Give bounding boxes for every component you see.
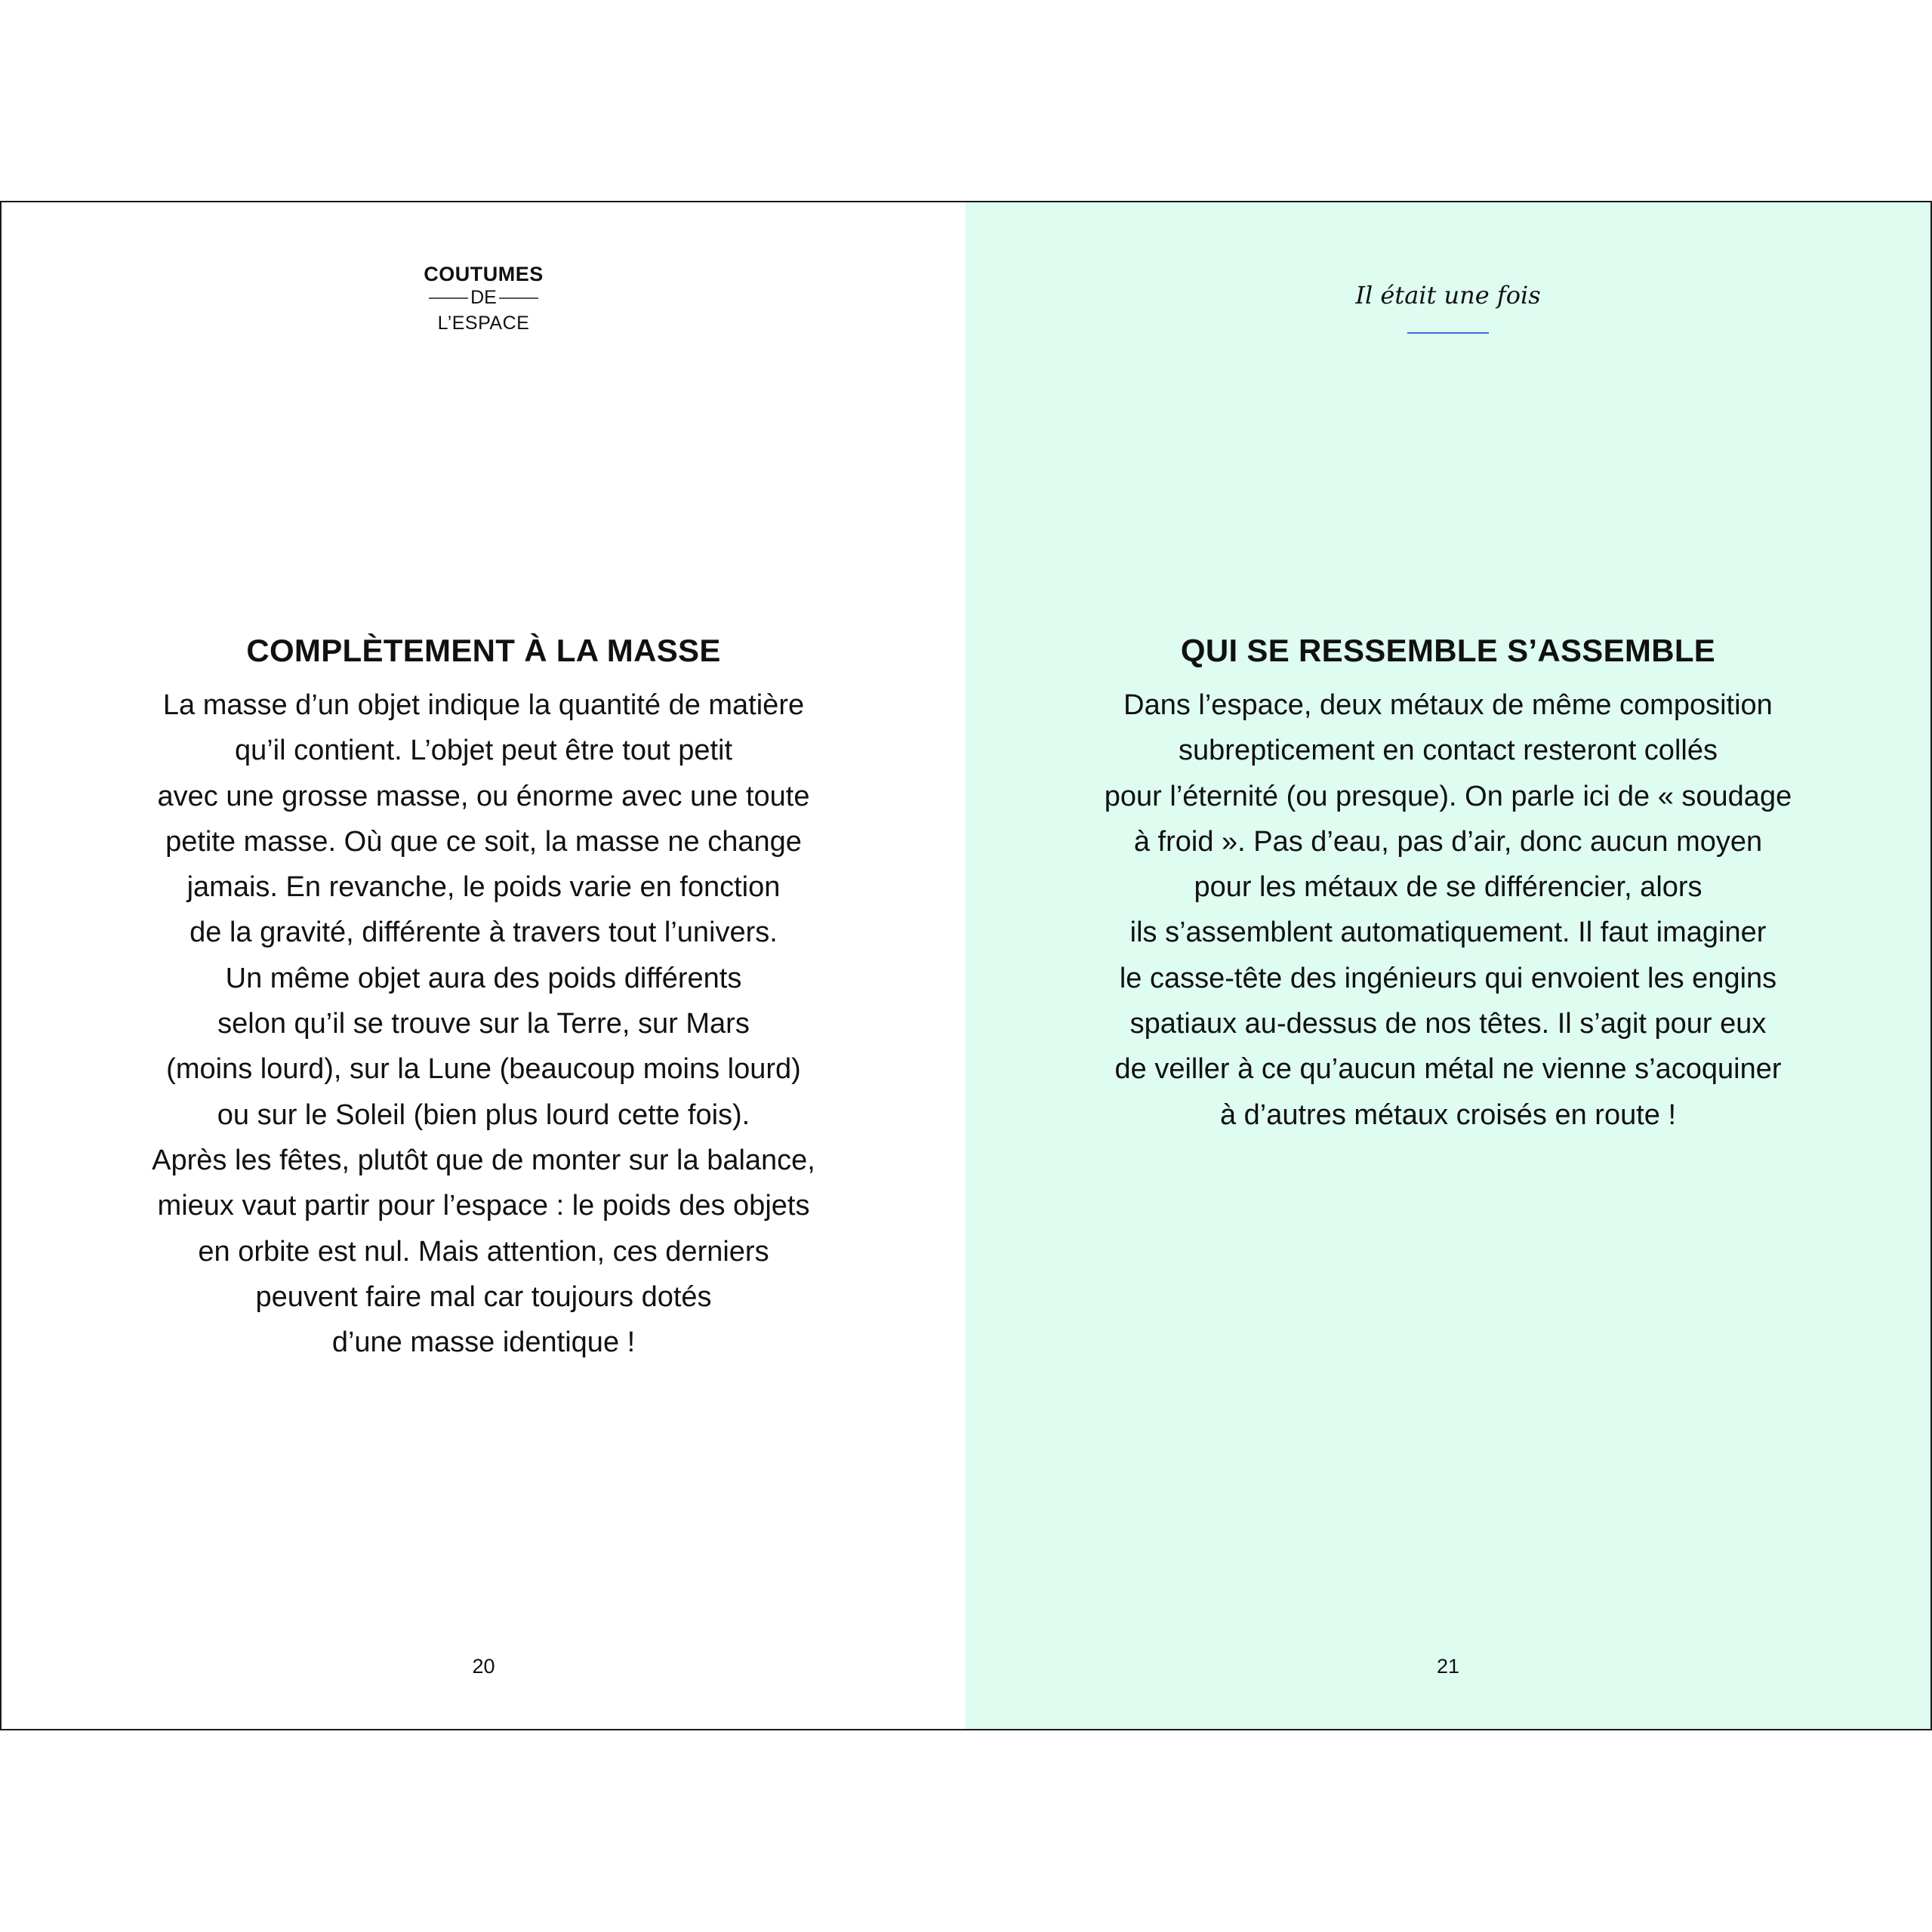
section-header-rule [1407,332,1489,334]
body-line: pour l’éternité (ou presque). On parle ici de « soudage [1104,780,1792,812]
page-number-right: 21 [1436,1655,1460,1678]
body-line: le casse-tête des ingénieurs qui envoient les engins [1119,962,1777,994]
left-article-title: COMPLÈTEMENT À LA MASSE [246,633,721,668]
body-line: petite masse. Où que ce soit, la masse ne change [165,825,802,858]
body-line: de veiller à ce qu’aucun métal ne vienne s’acoquiner [1114,1053,1782,1086]
right-article [966,628,1930,1138]
body-line: selon qu’il se trouve sur la Terre, sur Mars [217,1008,750,1040]
body-line: d’une masse identique ! [331,1327,636,1359]
left-article [2,628,966,1365]
page-number-left: 20 [472,1655,495,1678]
body-line: Dans l’espace, deux métaux de même composition [1123,689,1773,721]
series-logo [2,263,966,335]
body-line: en orbite est nul. Mais attention, ces derniers [198,1235,769,1268]
series-logo-line2: DE [470,287,497,308]
body-line: à d’autres métaux croisés en route ! [1219,1098,1677,1131]
left-article-body [2,683,966,1365]
body-line: jamais. En revanche, le poids varie en fonction [186,871,781,904]
body-line: subrepticement en contact resteront collés [1179,735,1718,767]
right-article-title: QUI SE RESSEMBLE S’ASSEMBLE [1180,633,1716,668]
body-line: de la gravité, différente à travers tout l’univers. [190,917,778,949]
body-line: mieux vaut partir pour l’espace : le poids des objets [157,1190,810,1222]
series-logo-line3: L’ESPACE [437,313,530,334]
body-line: peuvent faire mal car toujours dotés [255,1280,712,1313]
body-line: à froid ». Pas d’eau, pas d’air, donc aucun moyen [1133,825,1763,858]
left-page [2,202,966,1729]
body-line: La masse d’un objet indique la quantité de matière [162,689,805,721]
right-article-body [966,683,1930,1138]
body-line: spatiaux au-dessus de nos têtes. Il s’agit pour eux [1129,1008,1767,1040]
body-line: qu’il contient. L’objet peut être tout petit [234,735,733,767]
body-line: avec une grosse masse, ou énorme avec une toute [157,780,810,812]
right-page [966,202,1930,1729]
body-line: Un même objet aura des poids différents [225,962,742,994]
body-line: ou sur le Soleil (bien plus lourd cette fois). [217,1098,750,1131]
body-line: Après les fêtes, plutôt que de monter sur la balance, [152,1144,815,1176]
body-line: ils s’assemblent automatiquement. Il faut imaginer [1129,917,1767,949]
body-line: pour les métaux de se différencier, alors [1194,871,1702,904]
book-spread [0,201,1932,1730]
section-header: Il était une fois [1355,281,1541,310]
body-line: (moins lourd), sur la Lune (beaucoup moins lourd) [166,1053,801,1086]
series-logo-line1: COUTUMES [424,263,544,285]
